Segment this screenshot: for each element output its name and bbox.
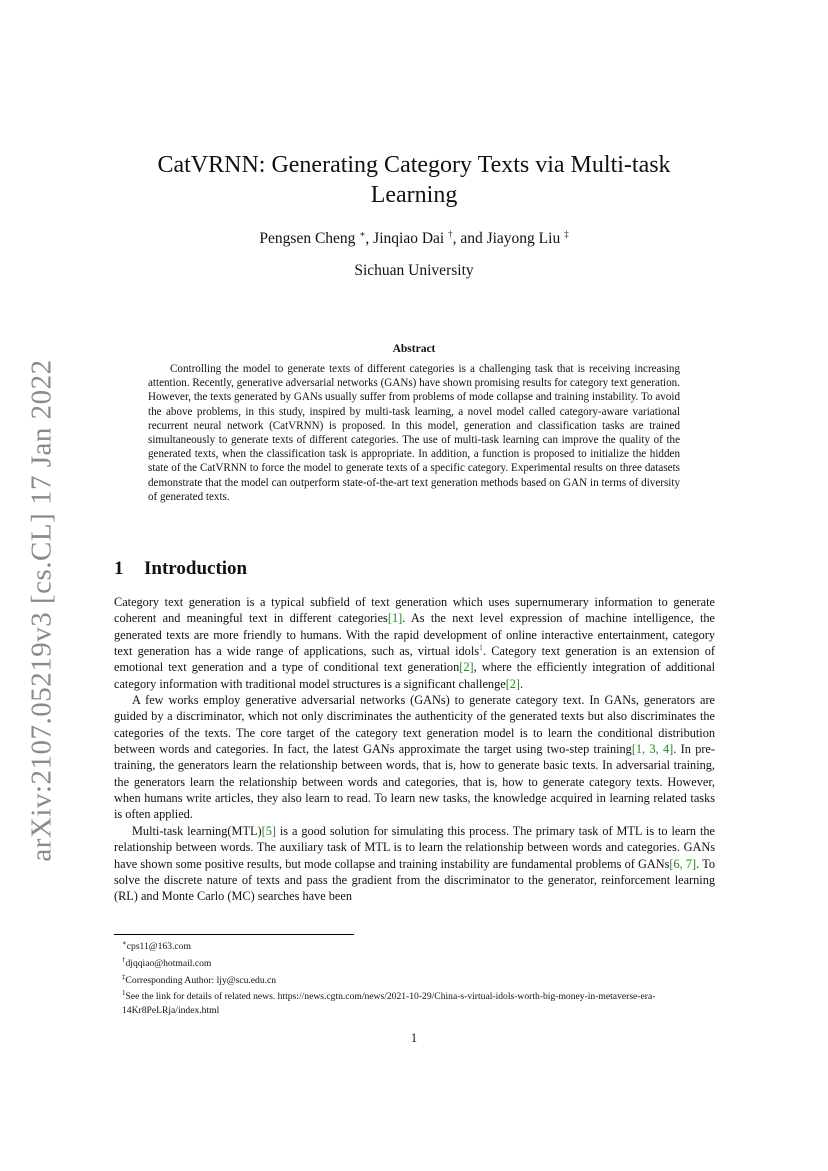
footnote-item	[114, 971, 716, 988]
paragraph-text: Category text generation is a typical subfield of text generation which uses supernumerary information to generate coherent and meaningful text in different categories	[114, 595, 715, 626]
section-number: 1	[114, 558, 124, 579]
body-paragraph	[114, 692, 715, 823]
footnotes	[114, 937, 716, 1018]
author-mark: †	[448, 229, 453, 239]
footnote-item	[114, 937, 716, 954]
paragraph-text: . As the next level expression of machine intelligence, the generated texts are more friendly to humans. With the rapid development of online interactive entertainment, category text generation has a wide range of applications, such as, virtual idols	[114, 611, 716, 659]
citation-link[interactable]: [5]	[261, 823, 276, 838]
footnote-item	[114, 987, 716, 1017]
author-list	[114, 229, 714, 248]
paper-title: CatVRNN: Generating Category Texts via Multi-task Learning	[157, 152, 671, 208]
footnote-text: djqqiao@hotmail.com	[125, 957, 212, 969]
author-name: Jiayong Liu	[486, 230, 561, 248]
abstract-text: Controlling the model to generate texts of different categories is a challenging task that is receiving increasing attention. Recently, generative adversarial networks (GANs) have shown promising results for category text generation. However, the texts generated by GANs usually suffer from problems of mode collapse and training instability. To avoid the above problems, in this study, inspired by multi-task learning, a novel model called category-aware variational recurrent neural network (CatVRNN) is proposed. In this model, generation and classification tasks are trained simultaneously to generate texts of different categories. The use of multi-task learning can improve the quality of the generated texts, when the classification task is appropriate. In addition, a function is proposed to initialize the hidden state of the CatVRNN to force the model to generate texts of a specific category. Experimental results on three datasets demonstrate that the model can outperform state-of-the-art text generation methods based on GAN in terms of diversity of generated texts.	[148, 363, 680, 503]
citation-link[interactable]: [1]	[387, 611, 403, 626]
author-name: Jinqiao Dai	[373, 230, 445, 248]
citation-link[interactable]: [2]	[505, 676, 521, 691]
footnote-item	[114, 954, 716, 971]
footnote-rule	[114, 934, 354, 935]
author-separator: ,	[365, 230, 374, 248]
paragraph-text: . To solve the discrete nature of texts and pass the gradient from the discriminator to the generator, reinforcement learning (RL) and Monte Carlo (MC) searches have been	[114, 856, 715, 904]
body-paragraph	[114, 823, 715, 905]
arxiv-id-text: arXiv:2107.05219v3 [cs.CL] 17 Jan 2022	[25, 358, 58, 862]
footnote-mark: ‡	[122, 972, 126, 981]
footnote-text: Corresponding Author: ljy@scu.edu.cn	[125, 974, 277, 986]
section-heading	[114, 558, 247, 580]
footnote-ref-link[interactable]: 1	[479, 642, 484, 652]
footnote-text: See the link for details of related news. https://news.cgtn.com/news/2021-10-29/China-s-virtual-idols-worth-big-money-in-metaverse-era-14Kr8PeLRja/index.html	[122, 991, 656, 1017]
author-mark: ‡	[564, 229, 569, 239]
paragraph-text: .	[520, 676, 524, 691]
page-number: 1	[410, 1031, 418, 1045]
paragraph-text: Multi-task learning(MTL)	[132, 823, 262, 838]
author-mark: ∗	[359, 229, 366, 239]
section-title: Introduction	[144, 558, 248, 579]
author-separator: , and	[452, 230, 487, 248]
citation-link[interactable]: [6, 7]	[669, 856, 697, 871]
footnote-text: cps11@163.com	[126, 941, 191, 953]
arxiv-watermark	[22, 358, 62, 862]
paragraph-text: . In pre-training, the generators learn the relationship between words, that is, how to generate basic texts. In adversarial training, the generators learn the relationship between words and categories, that is, how to generate category texts. However, when humans write articles, they also learn to read. To learn new tasks, the knowledge acquired in learning related tasks is often applied.	[114, 742, 715, 822]
footnote-mark: 1	[122, 989, 126, 998]
abstract-heading: Abstract	[392, 343, 436, 355]
citation-link[interactable]: [2]	[459, 660, 474, 675]
footnote-mark: †	[122, 955, 126, 964]
paragraph-text: A few works employ generative adversarial networks (GANs) to generate category text. In GANs, generators are guided by a discriminator, which not only discriminates the authenticity of the generated texts but also discriminates the categories of the texts. The core target of the category text generation model is to learn the conditional distribution between words and categories. In fact, the latest GANs approximate the target using two-step training	[114, 693, 715, 757]
citation-link[interactable]: [1, 3, 4]	[631, 742, 674, 757]
paragraph-text: is a good solution for simulating this process. The primary task of MTL is to learn the relationship between words. The auxiliary task of MTL is to learn the relationship between words and categories. GANs have shown some positive results, but mode collapse and training instability are fundamental problems of GANs	[114, 823, 715, 871]
affiliation: Sichuan University	[354, 262, 474, 279]
paragraph-text: . Category text generation is an extension of emotional text generation and a type of conditional text generation	[114, 644, 716, 675]
paragraph-text: , where the efficiently integration of additional category information with traditional model structures is a significant challenge	[114, 660, 715, 691]
introduction-body	[114, 594, 715, 905]
author-name: Pengsen Cheng	[259, 230, 356, 248]
body-paragraph	[114, 594, 715, 692]
footnote-mark: ∗	[122, 939, 127, 947]
